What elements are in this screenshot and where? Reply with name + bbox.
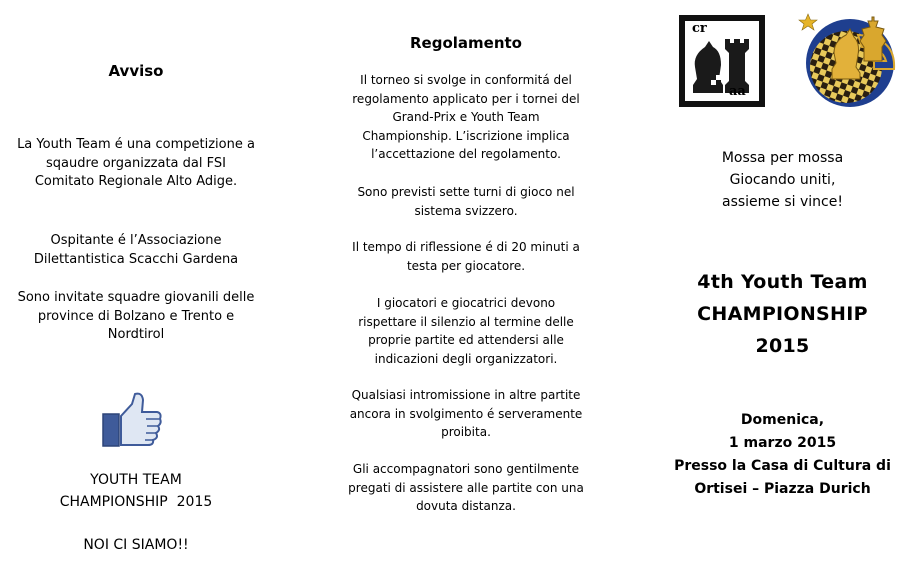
rule-4: I giocatori e giocatrici devono rispettare il silenzio al termine delle proprie partite ed attendersi alle indicazioni degli organizzatori. xyxy=(358,296,574,366)
avviso-paragraph-2: Ospitante é l’Associazione Dilettantistica Scacchi Gardena xyxy=(33,233,239,267)
event-date-location: Domenica, 1 marzo 2015 Presso la Casa di Cultura di Ortisei – Piazza Durich xyxy=(674,412,891,497)
thumbs-up-icon xyxy=(102,392,162,448)
chess-club-logo-icon xyxy=(798,9,902,109)
event-name: YOUTH TEAM CHAMPIONSHIP 2015 xyxy=(59,472,213,510)
slogan: NOI CI SIAMO!! xyxy=(83,537,189,553)
rule-1: Il torneo si svolge in conformitá del regolamento applicato per i tornei del Grand-Prix e Youth Team Championship. L’iscrizione implica l’accettazione del regolamento. xyxy=(352,73,580,162)
craa-logo-bottom-text: aa xyxy=(729,84,746,99)
event-title: 4th Youth Team CHAMPIONSHIP 2015 xyxy=(697,271,868,357)
left-panel xyxy=(0,0,272,565)
motto: Mossa per mossa Giocando uniti, assieme si vince! xyxy=(721,150,844,210)
right-panel xyxy=(655,0,910,565)
middle-panel xyxy=(330,0,602,565)
rule-2: Sono previsti sette turni di gioco nel sistema svizzero. xyxy=(357,185,575,218)
rule-5: Qualsiasi intromissione in altre partite ancora in svolgimento é serveramente proibita. xyxy=(349,388,583,440)
craa-logo-top-text: cr xyxy=(692,21,707,36)
craa-logo xyxy=(679,15,765,107)
avviso-paragraph-1: La Youth Team é una competizione a sqaudre organizzata dal FSI Comitato Regionale Alto Adige. xyxy=(17,137,255,189)
rule-6: Gli accompagnatori sono gentilmente pregati di assistere alle partite con una dovuta distanza. xyxy=(348,462,584,514)
regolamento-heading: Regolamento xyxy=(410,34,522,52)
avviso-paragraph-3: Sono invitate squadre giovanili delle province di Bolzano e Trento e Nordtirol xyxy=(17,290,255,342)
avviso-heading: Avviso xyxy=(108,62,164,80)
rule-3: Il tempo di riflessione é di 20 minuti a testa per giocatore. xyxy=(352,240,580,273)
